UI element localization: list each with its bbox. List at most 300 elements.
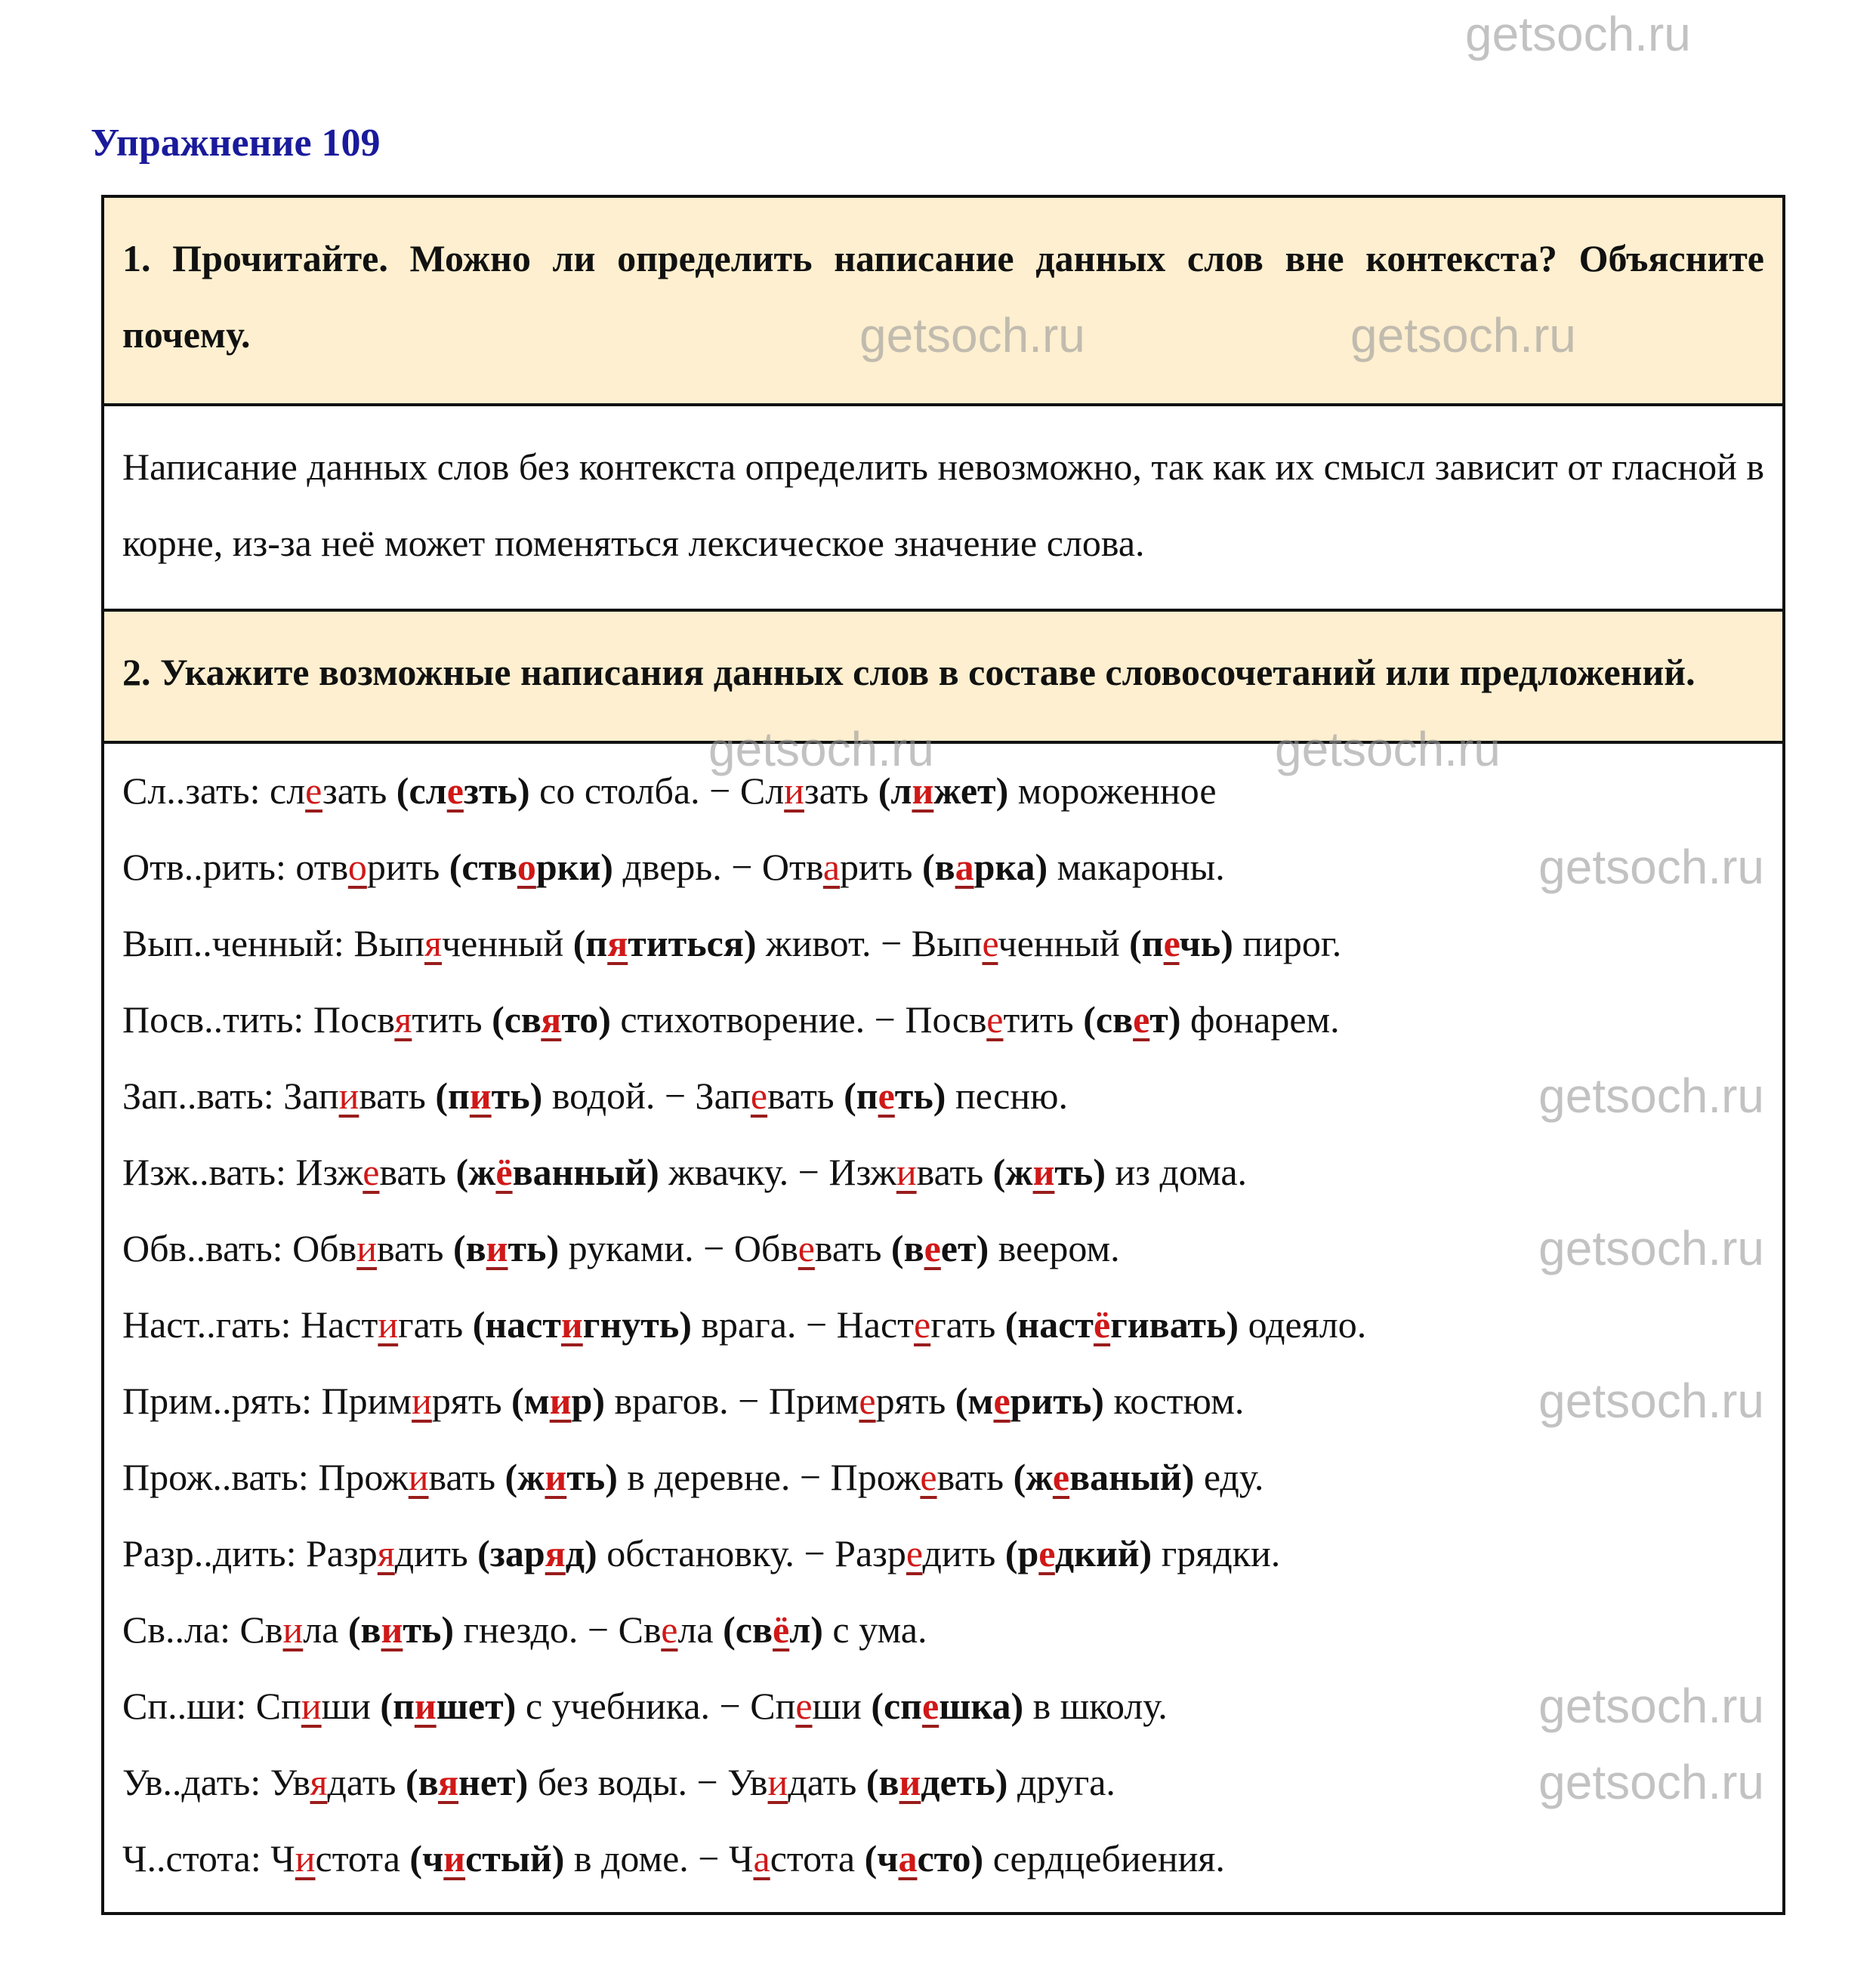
check-word-end: шет (436, 1685, 504, 1727)
word-end: ла (677, 1608, 714, 1651)
word-end: тить (412, 998, 483, 1041)
highlighted-vowel: я (377, 1532, 395, 1574)
list-item (122, 1210, 1764, 1287)
check-word: (редкий) (1004, 1532, 1152, 1574)
word-start: Св (618, 1608, 662, 1651)
check-word: (пить) (435, 1075, 543, 1117)
highlighted-vowel: я (394, 998, 412, 1041)
phrase-tail: живот. (766, 922, 872, 964)
check-word-start: в (360, 1608, 381, 1651)
highlighted-vowel: и (356, 1227, 377, 1269)
dash: − (719, 1685, 741, 1727)
check-word: (свёл) (723, 1608, 823, 1651)
check-word: (веет) (890, 1227, 989, 1269)
word-start: Обв (292, 1227, 357, 1269)
highlighted-vowel: е (798, 1227, 815, 1269)
word-end: стота (315, 1837, 400, 1880)
check-word: (печь) (1129, 922, 1233, 964)
check-word-end: зть (463, 769, 517, 812)
check-word-end: нет (458, 1761, 516, 1803)
check-word-start: ж (1005, 1151, 1033, 1193)
highlighted-vowel: и (301, 1685, 322, 1727)
check-word-vowel: я (437, 1761, 459, 1803)
check-word-end: стый (465, 1837, 552, 1880)
word-start: Разр (835, 1532, 906, 1574)
word-start: Прим (321, 1380, 412, 1422)
check-word: (петь) (844, 1075, 946, 1117)
dash: − (804, 1532, 825, 1574)
check-word-end: ванный (512, 1151, 647, 1193)
word-end: ши (321, 1685, 371, 1727)
check-word-end: ть (403, 1608, 442, 1651)
dash: − (703, 1227, 725, 1269)
phrase-tail: веером. (998, 1227, 1120, 1269)
check-word: (мир) (511, 1380, 605, 1422)
list-item (122, 1363, 1764, 1439)
task-2-cell (104, 612, 1782, 776)
check-word: (вить) (453, 1227, 560, 1269)
dash: − (698, 1837, 720, 1880)
word-end: рить (840, 846, 913, 888)
check-word-end: чь (1179, 922, 1221, 964)
highlighted-vowel: о (347, 846, 367, 888)
check-word: (вить) (347, 1608, 455, 1651)
check-word-vowel: и (545, 1456, 567, 1498)
word-start: Зап (283, 1075, 339, 1117)
highlighted-vowel: и (412, 1380, 432, 1422)
highlighted-vowel: и (896, 1151, 917, 1193)
watermark: getsoch.ru (1538, 1069, 1764, 1123)
check-word-vowel: и (560, 1303, 583, 1346)
check-word-start: в (934, 846, 955, 888)
check-word: (настёгивать) (1004, 1303, 1239, 1346)
list-item (122, 1134, 1764, 1210)
watermark: getsoch.ru (1350, 308, 1576, 362)
check-word-vowel: и (912, 769, 934, 812)
check-word-vowel: и (486, 1227, 508, 1269)
highlighted-vowel: е (305, 769, 322, 812)
phrase-tail: руками. (568, 1227, 694, 1269)
highlighted-vowel: е (986, 998, 1004, 1041)
phrase-tail: еду. (1203, 1456, 1264, 1498)
check-word: (лижет) (878, 769, 1009, 812)
phrase-tail: одеяло. (1248, 1303, 1367, 1346)
word-start: Ч (729, 1837, 754, 1880)
word-start: Изж (295, 1151, 363, 1193)
check-word-end: то (561, 998, 599, 1041)
check-word-end: сто (917, 1837, 971, 1880)
highlighted-vowel: е (750, 1075, 768, 1117)
task-1-cell (104, 198, 1782, 406)
check-word-start: наст (1017, 1303, 1094, 1346)
word-end: рить (366, 846, 440, 888)
dash: − (738, 1380, 760, 1422)
check-word-end: ть (491, 1075, 530, 1117)
phrase-tail: врагов. (614, 1380, 729, 1422)
check-word-end: р (571, 1380, 593, 1422)
phrase-tail: мороженное (1017, 769, 1217, 812)
word-end: ченный (442, 922, 564, 964)
check-word-vowel: ё (1093, 1303, 1111, 1346)
word-pattern: Обв..вать: (122, 1227, 283, 1269)
watermark: getsoch.ru (1465, 7, 1691, 61)
check-word-vowel: е (924, 1227, 941, 1269)
check-word-end: деть (921, 1761, 995, 1803)
highlighted-vowel: е (982, 922, 998, 964)
word-start: Прож (830, 1456, 921, 1498)
check-word-end: ваный (1069, 1456, 1182, 1498)
check-word-start: св (735, 1608, 773, 1651)
highlighted-vowel: е (795, 1685, 813, 1727)
word-start: Прож (318, 1456, 409, 1498)
check-word-vowel: и (414, 1685, 437, 1727)
check-word-start: в (903, 1227, 924, 1269)
word-pattern: Сп..ши: (122, 1685, 247, 1727)
check-word: (мерить) (955, 1380, 1104, 1422)
check-word-end: ть (1054, 1151, 1094, 1193)
exercise-title: Упражнение 109 (91, 122, 381, 165)
check-word-vowel: и (443, 1837, 466, 1880)
check-word-vowel: и (549, 1380, 572, 1422)
highlighted-vowel: е (920, 1456, 937, 1498)
list-item (122, 1668, 1764, 1744)
check-word-end: рки (535, 846, 601, 888)
word-end: вать (916, 1151, 984, 1193)
watermark: getsoch.ru (1538, 1374, 1764, 1428)
dash: − (587, 1608, 609, 1651)
word-end: зать (804, 769, 869, 812)
task-2-answer-list (104, 744, 1782, 1912)
check-word-start: л (890, 769, 912, 812)
list-item (122, 753, 1764, 829)
check-word: (свет) (1083, 998, 1181, 1041)
phrase-tail: жвачку. (668, 1151, 789, 1193)
phrase-tail: песню. (955, 1075, 1068, 1117)
check-word-start: в (418, 1761, 438, 1803)
check-word-start: п (1141, 922, 1164, 964)
phrase-tail: без воды. (537, 1761, 687, 1803)
check-word: (настигнуть) (472, 1303, 692, 1346)
word-start: отв (295, 846, 348, 888)
phrase-tail: стихотворение. (620, 998, 865, 1041)
word-end: вать (814, 1227, 882, 1269)
check-word: (свято) (492, 998, 611, 1041)
check-word-start: ж (468, 1151, 496, 1193)
highlighted-vowel: и (295, 1837, 316, 1880)
check-word-end: ть (566, 1456, 606, 1498)
phrase-tail: водой. (551, 1075, 656, 1117)
check-word-end: дкий (1054, 1532, 1140, 1574)
check-word-start: м (967, 1380, 994, 1422)
word-end: дить (394, 1532, 468, 1574)
dash: − (664, 1075, 687, 1117)
check-word: (спешка) (871, 1685, 1024, 1727)
check-word-start: п (393, 1685, 415, 1727)
list-item (122, 1439, 1764, 1516)
check-word-start: ств (461, 846, 517, 888)
check-word-vowel: е (1052, 1456, 1070, 1498)
word-start: сл (270, 769, 306, 812)
highlighted-vowel: а (822, 846, 841, 888)
check-word-start: в (465, 1227, 486, 1269)
phrase-tail: в деревне. (627, 1456, 791, 1498)
check-word-vowel: я (545, 1532, 566, 1574)
check-word: (пишет) (380, 1685, 517, 1727)
check-word: (часто) (864, 1837, 984, 1880)
check-word-end: ть (894, 1075, 933, 1117)
word-end: гать (398, 1303, 464, 1346)
highlighted-vowel: и (767, 1761, 788, 1803)
highlighted-vowel: а (753, 1837, 770, 1880)
watermark: getsoch.ru (1538, 840, 1764, 894)
check-word-vowel: и (1032, 1151, 1055, 1193)
word-start: Вып (911, 922, 983, 964)
check-word-vowel: е (1133, 998, 1150, 1041)
word-end: дать (327, 1761, 396, 1803)
word-end: ши (812, 1685, 862, 1727)
check-word-vowel: е (1163, 922, 1180, 964)
highlighted-vowel: е (363, 1151, 380, 1193)
word-end: вать (359, 1075, 426, 1117)
check-word: (заряд) (477, 1532, 597, 1574)
check-word: (видеть) (865, 1761, 1008, 1803)
word-end: вать (767, 1075, 835, 1117)
word-start: Св (239, 1608, 283, 1651)
word-end: рять (875, 1380, 946, 1422)
check-word-start: п (856, 1075, 878, 1117)
highlighted-vowel: е (859, 1380, 876, 1422)
check-word-start: в (878, 1761, 899, 1803)
check-word-start: ж (1026, 1456, 1053, 1498)
word-start: Ч (270, 1837, 295, 1880)
word-end: зать (322, 769, 387, 812)
task-2-header: 2. Укажите возможные написания данных слов в составе словосочетаний или предложений. (122, 651, 1695, 693)
check-word: (чистый) (409, 1837, 565, 1880)
word-pattern: Наст..гать: (122, 1303, 292, 1346)
word-end: дить (922, 1532, 996, 1574)
check-word-end: шка (939, 1685, 1011, 1727)
word-pattern: Изж..вать: (122, 1151, 286, 1193)
exercise-table (101, 195, 1785, 1915)
word-start: Наст (836, 1303, 914, 1346)
watermark: getsoch.ru (1538, 1755, 1764, 1809)
dash: − (881, 922, 903, 964)
highlighted-vowel: и (338, 1075, 359, 1117)
word-start: Сп (255, 1685, 301, 1727)
check-word-start: м (523, 1380, 550, 1422)
check-word-end: гивать (1110, 1303, 1226, 1346)
watermark: getsoch.ru (1538, 1221, 1764, 1275)
phrase-tail: с ума. (832, 1608, 927, 1651)
word-pattern: Отв..рить: (122, 846, 286, 888)
highlighted-vowel: я (424, 922, 443, 964)
word-pattern: Ч..стота: (122, 1837, 261, 1880)
phrase-tail: друга. (1017, 1761, 1115, 1803)
list-item (122, 829, 1764, 905)
check-word-start: сп (883, 1685, 922, 1727)
phrase-tail: пирог. (1242, 922, 1342, 964)
word-pattern: Зап..вать: (122, 1075, 274, 1117)
check-word-vowel: и (381, 1608, 403, 1651)
highlighted-vowel: я (310, 1761, 328, 1803)
word-pattern: Сл..зать: (122, 769, 261, 812)
check-word-vowel: а (955, 846, 974, 888)
phrase-tail: грядки. (1161, 1532, 1281, 1574)
phrase-tail: со столба. (539, 769, 700, 812)
check-word: (пятиться) (572, 922, 757, 964)
phrase-tail: макароны. (1057, 846, 1225, 888)
check-word-start: п (448, 1075, 470, 1117)
word-start: Ув (727, 1761, 768, 1803)
word-end: вать (379, 1151, 446, 1193)
list-item (122, 1516, 1764, 1592)
dash: − (709, 769, 731, 812)
word-start: Зап (695, 1075, 751, 1117)
check-word-end: ет (940, 1227, 977, 1269)
check-word: (жить) (504, 1456, 618, 1498)
list-item (122, 1058, 1764, 1134)
highlighted-vowel: и (378, 1303, 399, 1346)
dash: − (731, 846, 753, 888)
word-start: Разр (306, 1532, 378, 1574)
check-word-vowel: е (446, 769, 464, 812)
check-word: (жёванный) (455, 1151, 659, 1193)
phrase-tail: дверь. (622, 846, 722, 888)
task-1-header: 1. Прочитайте. Можно ли определить написание данных слов вне контекста? Объясните почему. (122, 237, 1764, 356)
word-end: рять (431, 1380, 502, 1422)
check-word-vowel: и (899, 1761, 921, 1803)
check-word: (вянет) (405, 1761, 529, 1803)
phrase-tail: из дома. (1115, 1151, 1248, 1193)
word-end: ченный (998, 922, 1120, 964)
check-word-vowel: а (898, 1837, 918, 1880)
highlighted-vowel: и (784, 769, 804, 812)
phrase-tail: врага. (701, 1303, 797, 1346)
check-word-end: гнуть (582, 1303, 680, 1346)
check-word: (слезть) (396, 769, 530, 812)
word-start: Изж (828, 1151, 896, 1193)
dash: − (874, 998, 896, 1041)
check-word-vowel: е (921, 1685, 940, 1727)
word-pattern: Прим..рять: (122, 1380, 313, 1422)
check-word-vowel: е (878, 1075, 895, 1117)
highlighted-vowel: е (661, 1608, 678, 1651)
word-pattern: Посв..тить: (122, 998, 304, 1041)
highlighted-vowel: и (282, 1608, 304, 1651)
check-word-vowel: ё (495, 1151, 513, 1193)
phrase-tail: гнездо. (463, 1608, 579, 1651)
word-start: Сл (739, 769, 785, 812)
word-end: вать (428, 1456, 496, 1498)
check-word-end: ть (508, 1227, 547, 1269)
check-word-end: титься (628, 922, 744, 964)
check-word-end: рить (1010, 1380, 1092, 1422)
dash: − (799, 1456, 822, 1498)
check-word-start: ч (422, 1837, 444, 1880)
list-item (122, 982, 1764, 1058)
word-pattern: Св..ла: (122, 1608, 230, 1651)
check-word-start: сл (409, 769, 447, 812)
check-word-start: п (585, 922, 608, 964)
check-word-start: зар (489, 1532, 545, 1574)
highlighted-vowel: е (913, 1303, 931, 1346)
phrase-tail: обстановку. (606, 1532, 795, 1574)
list-item (122, 1744, 1764, 1821)
dash: − (798, 1151, 819, 1193)
word-end: вать (936, 1456, 1004, 1498)
word-pattern: Разр..дить: (122, 1532, 297, 1574)
check-word-start: ж (517, 1456, 545, 1498)
check-word-vowel: ё (773, 1608, 790, 1651)
phrase-tail: в школу. (1032, 1685, 1168, 1727)
check-word-vowel: я (541, 998, 562, 1041)
word-start: Отв (761, 846, 823, 888)
check-word-end: д (565, 1532, 585, 1574)
check-word-start: ч (877, 1837, 899, 1880)
check-word-vowel: я (607, 922, 628, 964)
word-start: Посв (905, 998, 987, 1041)
check-word-start: р (1017, 1532, 1039, 1574)
phrase-tail: сердцебиения. (992, 1837, 1225, 1880)
word-end: стота (770, 1837, 856, 1880)
check-word-start: св (504, 998, 542, 1041)
phrase-tail: с учебника. (525, 1685, 711, 1727)
word-pattern: Прож..вать: (122, 1456, 309, 1498)
watermark: getsoch.ru (1275, 722, 1501, 776)
list-item (122, 905, 1764, 982)
list-item (122, 1287, 1764, 1363)
watermark: getsoch.ru (1538, 1679, 1764, 1733)
watermark: getsoch.ru (859, 308, 1085, 362)
check-word: (жеваный) (1013, 1456, 1195, 1498)
list-item (122, 1592, 1764, 1668)
task-1-answer: Написание данных слов без контекста определить невозможно, так как их смысл зависит от гласной в корне, из-за неё может поменяться лексическое значение слова. (104, 406, 1782, 612)
check-word-start: наст (485, 1303, 561, 1346)
word-end: ла (303, 1608, 339, 1651)
list-item (122, 1821, 1764, 1897)
word-start: Наст (301, 1303, 378, 1346)
check-word-end: рка (973, 846, 1035, 888)
phrase-tail: в доме. (573, 1837, 689, 1880)
word-end: дать (788, 1761, 857, 1803)
watermark: getsoch.ru (708, 722, 934, 776)
phrase-tail: костюм. (1113, 1380, 1245, 1422)
word-start: Обв (733, 1227, 798, 1269)
word-start: Ув (270, 1761, 310, 1803)
word-pattern: Ув..дать: (122, 1761, 261, 1803)
highlighted-vowel: е (906, 1532, 923, 1574)
check-word-vowel: и (469, 1075, 492, 1117)
word-end: вать (376, 1227, 444, 1269)
phrase-tail: фонарем. (1190, 998, 1340, 1041)
check-word-end: л (789, 1608, 811, 1651)
word-start: Сп (750, 1685, 796, 1727)
highlighted-vowel: и (408, 1456, 429, 1498)
dash: − (696, 1761, 718, 1803)
check-word-end: жет (933, 769, 996, 812)
check-word: (створки) (449, 846, 613, 888)
check-word: (жить) (992, 1151, 1106, 1193)
check-word-vowel: е (1038, 1532, 1055, 1574)
check-word-end: т (1149, 998, 1168, 1041)
word-pattern: Вып..ченный: (122, 922, 344, 964)
word-end: гать (930, 1303, 996, 1346)
check-word-vowel: е (993, 1380, 1011, 1422)
word-start: Вып (353, 922, 425, 964)
dash: − (805, 1303, 828, 1346)
check-word: (варка) (921, 846, 1048, 888)
word-start: Прим (768, 1380, 859, 1422)
